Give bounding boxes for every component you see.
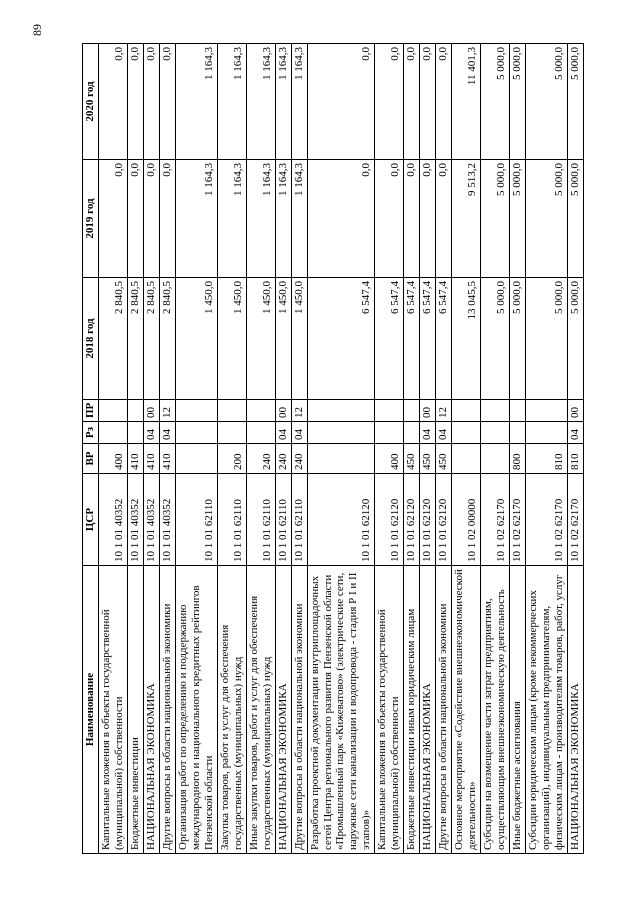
cell-csr: 10 1 02 00000 <box>452 474 481 566</box>
cell-pr: 00 <box>420 400 436 422</box>
cell-csr: 10 1 02 62170 <box>510 474 526 566</box>
cell-2018: 5 000,0 <box>510 278 526 400</box>
cell-rz: 04 <box>420 422 436 444</box>
cell-pr <box>481 400 510 422</box>
cell-vr <box>452 444 481 474</box>
table-row <box>420 44 436 854</box>
cell-2020: 1 164,3 <box>246 44 275 160</box>
cell-vr <box>307 444 375 474</box>
cell-pr: 00 <box>567 400 583 422</box>
cell-name: Разработка проектной документации внутриплощадочных сетей Центра регионального развития Пензенской области «Промышленный парк «Кижеватово» (электрические сети, наружные сети канализации и водопровода - стадия Р I и II этапов)» <box>307 566 375 854</box>
table-header-row <box>83 44 99 854</box>
cell-2019: 9 513,2 <box>452 160 481 278</box>
cell-csr: 10 1 01 62120 <box>420 474 436 566</box>
cell-pr <box>307 400 375 422</box>
table-row <box>436 44 452 854</box>
cell-name: НАЦИОНАЛЬНАЯ ЭКОНОМИКА <box>275 566 291 854</box>
cell-csr: 10 1 01 62110 <box>275 474 291 566</box>
cell-name: Другие вопросы в области национальной экономики <box>436 566 452 854</box>
cell-2018: 6 547,4 <box>436 278 452 400</box>
cell-2019: 5 000,0 <box>481 160 510 278</box>
cell-csr: 10 1 02 62170 <box>567 474 583 566</box>
table-row <box>404 44 420 854</box>
cell-2020: 0,0 <box>143 44 159 160</box>
table-row <box>526 44 568 854</box>
cell-2018: 1 450,0 <box>217 278 246 400</box>
cell-name: Бюджетные инвестиции иным юридическим лицам <box>404 566 420 854</box>
cell-2020: 1 164,3 <box>291 44 307 160</box>
cell-2020: 0,0 <box>420 44 436 160</box>
table-row <box>127 44 143 854</box>
cell-2018: 1 450,0 <box>291 278 307 400</box>
cell-2018: 1 450,0 <box>175 278 217 400</box>
table-row <box>275 44 291 854</box>
column-header-2019: 2019 год <box>83 160 99 278</box>
cell-pr <box>375 400 404 422</box>
cell-2020: 0,0 <box>98 44 127 160</box>
cell-rz: 04 <box>567 422 583 444</box>
column-header-2020: 2020 год <box>83 44 99 160</box>
cell-vr: 400 <box>375 444 404 474</box>
cell-csr: 10 1 01 40352 <box>127 474 143 566</box>
cell-csr: 10 1 01 62110 <box>246 474 275 566</box>
budget-table-wrapper <box>82 44 580 854</box>
cell-2019: 0,0 <box>375 160 404 278</box>
cell-csr: 10 1 01 40352 <box>143 474 159 566</box>
cell-pr <box>217 400 246 422</box>
cell-2020: 5 000,0 <box>481 44 510 160</box>
cell-2020: 5 000,0 <box>526 44 568 160</box>
cell-2019: 5 000,0 <box>567 160 583 278</box>
table-row <box>291 44 307 854</box>
cell-csr: 10 1 01 40352 <box>159 474 175 566</box>
cell-vr: 240 <box>275 444 291 474</box>
cell-2019: 0,0 <box>143 160 159 278</box>
cell-vr: 450 <box>420 444 436 474</box>
cell-name: НАЦИОНАЛЬНАЯ ЭКОНОМИКА <box>143 566 159 854</box>
page-number: 89 <box>30 24 44 36</box>
cell-csr: 10 1 01 62120 <box>375 474 404 566</box>
column-header-vr: ВР <box>83 444 99 474</box>
cell-2019: 0,0 <box>420 160 436 278</box>
cell-2019: 0,0 <box>436 160 452 278</box>
cell-csr: 10 1 01 62120 <box>307 474 375 566</box>
cell-2018: 5 000,0 <box>567 278 583 400</box>
cell-vr: 240 <box>291 444 307 474</box>
cell-2018: 6 547,4 <box>307 278 375 400</box>
cell-pr: 12 <box>159 400 175 422</box>
cell-vr: 450 <box>404 444 420 474</box>
cell-2018: 1 450,0 <box>246 278 275 400</box>
cell-rz <box>510 422 526 444</box>
cell-csr: 10 1 01 62110 <box>217 474 246 566</box>
table-row <box>452 44 481 854</box>
cell-2018: 13 045,5 <box>452 278 481 400</box>
table-row <box>98 44 127 854</box>
cell-2018: 2 840,5 <box>127 278 143 400</box>
cell-pr <box>175 400 217 422</box>
cell-pr <box>510 400 526 422</box>
cell-name: Другие вопросы в области национальной экономики <box>159 566 175 854</box>
cell-2020: 0,0 <box>436 44 452 160</box>
cell-rz: 04 <box>436 422 452 444</box>
cell-vr: 240 <box>246 444 275 474</box>
budget-table <box>82 43 584 854</box>
cell-2020: 1 164,3 <box>275 44 291 160</box>
cell-2019: 0,0 <box>127 160 143 278</box>
cell-rz: 04 <box>143 422 159 444</box>
cell-vr: 810 <box>526 444 568 474</box>
table-row <box>246 44 275 854</box>
cell-2019: 0,0 <box>98 160 127 278</box>
cell-rz <box>217 422 246 444</box>
cell-csr: 10 1 01 62120 <box>404 474 420 566</box>
cell-2019: 5 000,0 <box>510 160 526 278</box>
cell-name: Организация работ по определению и поддержанию международного и национального кредитных рейтингов Пензенской области <box>175 566 217 854</box>
cell-2018: 2 840,5 <box>98 278 127 400</box>
cell-2019: 0,0 <box>307 160 375 278</box>
cell-2020: 1 164,3 <box>217 44 246 160</box>
cell-name: Субсидии на возмещение части затрат предприятиям, осуществляющим внешнеэкономическую деятельность <box>481 566 510 854</box>
column-header-name: Наименование <box>83 566 99 854</box>
cell-csr: 10 1 01 62110 <box>291 474 307 566</box>
cell-name: Капитальные вложения в объекты государственной (муниципальной) собственности <box>375 566 404 854</box>
table-row <box>567 44 583 854</box>
cell-vr: 410 <box>143 444 159 474</box>
cell-2018: 6 547,4 <box>375 278 404 400</box>
cell-2018: 1 450,0 <box>275 278 291 400</box>
cell-csr: 10 1 01 40352 <box>98 474 127 566</box>
cell-2018: 5 000,0 <box>481 278 510 400</box>
table-row <box>481 44 510 854</box>
table-row <box>307 44 375 854</box>
cell-csr: 10 1 02 62170 <box>481 474 510 566</box>
cell-2020: 5 000,0 <box>567 44 583 160</box>
cell-name: НАЦИОНАЛЬНАЯ ЭКОНОМИКА <box>567 566 583 854</box>
cell-2020: 0,0 <box>404 44 420 160</box>
cell-2019: 1 164,3 <box>217 160 246 278</box>
cell-rz <box>404 422 420 444</box>
cell-name: Основное мероприятие «Содействие внешнеэкономической деятельности» <box>452 566 481 854</box>
cell-vr: 400 <box>98 444 127 474</box>
cell-pr: 12 <box>436 400 452 422</box>
cell-rz <box>452 422 481 444</box>
cell-name: Иные бюджетные ассигнования <box>510 566 526 854</box>
cell-2019: 5 000,0 <box>526 160 568 278</box>
cell-pr <box>526 400 568 422</box>
cell-csr: 10 1 01 62120 <box>436 474 452 566</box>
cell-2020: 11 401,3 <box>452 44 481 160</box>
cell-2019: 0,0 <box>404 160 420 278</box>
column-header-csr: ЦСР <box>83 474 99 566</box>
cell-name: Капитальные вложения в объекты государственной (муниципальной) собственности <box>98 566 127 854</box>
cell-2020: 0,0 <box>127 44 143 160</box>
cell-pr <box>404 400 420 422</box>
cell-2019: 1 164,3 <box>275 160 291 278</box>
cell-rz <box>246 422 275 444</box>
cell-2020: 0,0 <box>375 44 404 160</box>
cell-pr <box>452 400 481 422</box>
cell-2018: 6 547,4 <box>420 278 436 400</box>
cell-name: Другие вопросы в области национальной экономики <box>291 566 307 854</box>
cell-csr: 10 1 01 62110 <box>175 474 217 566</box>
cell-rz <box>98 422 127 444</box>
cell-rz <box>307 422 375 444</box>
cell-name: Субсидии юридическим лицам (кроме некоммерческих организаций), индивидуальным предпринимателям, физическим лицам - производителям товаров, работ, услуг <box>526 566 568 854</box>
cell-2020: 1 164,3 <box>175 44 217 160</box>
cell-2018: 2 840,5 <box>159 278 175 400</box>
cell-rz <box>375 422 404 444</box>
cell-pr <box>246 400 275 422</box>
column-header-rz: Рз <box>83 422 99 444</box>
cell-name: Закупка товаров, работ и услуг для обеспечения государственных (муниципальных) нужд <box>217 566 246 854</box>
cell-rz <box>526 422 568 444</box>
cell-2020: 5 000,0 <box>510 44 526 160</box>
cell-name: Иные закупки товаров, работ и услуг для обеспечения государственных (муниципальных) нужд <box>246 566 275 854</box>
column-header-2018: 2018 год <box>83 278 99 400</box>
cell-rz: 04 <box>159 422 175 444</box>
cell-pr: 00 <box>143 400 159 422</box>
cell-2018: 5 000,0 <box>526 278 568 400</box>
cell-name: Бюджетные инвестиции <box>127 566 143 854</box>
cell-rz <box>127 422 143 444</box>
table-row <box>159 44 175 854</box>
column-header-pr: ПР <box>83 400 99 422</box>
cell-2019: 1 164,3 <box>291 160 307 278</box>
cell-rz: 04 <box>291 422 307 444</box>
table-row <box>175 44 217 854</box>
cell-2019: 1 164,3 <box>175 160 217 278</box>
cell-2019: 0,0 <box>159 160 175 278</box>
cell-pr <box>127 400 143 422</box>
cell-vr: 810 <box>567 444 583 474</box>
table-row <box>510 44 526 854</box>
cell-vr: 410 <box>159 444 175 474</box>
cell-vr: 200 <box>217 444 246 474</box>
table-row <box>143 44 159 854</box>
cell-pr <box>98 400 127 422</box>
cell-pr: 00 <box>275 400 291 422</box>
cell-2020: 0,0 <box>159 44 175 160</box>
cell-pr: 12 <box>291 400 307 422</box>
cell-csr: 10 1 02 62170 <box>526 474 568 566</box>
cell-vr <box>175 444 217 474</box>
cell-rz: 04 <box>275 422 291 444</box>
cell-vr: 410 <box>127 444 143 474</box>
cell-2019: 1 164,3 <box>246 160 275 278</box>
cell-2018: 2 840,5 <box>143 278 159 400</box>
cell-vr: 450 <box>436 444 452 474</box>
cell-rz <box>481 422 510 444</box>
cell-vr: 800 <box>510 444 526 474</box>
table-row <box>217 44 246 854</box>
cell-2018: 6 547,4 <box>404 278 420 400</box>
cell-vr <box>481 444 510 474</box>
table-body <box>98 44 583 854</box>
cell-rz <box>175 422 217 444</box>
table-row <box>375 44 404 854</box>
cell-name: НАЦИОНАЛЬНАЯ ЭКОНОМИКА <box>420 566 436 854</box>
cell-2020: 0,0 <box>307 44 375 160</box>
